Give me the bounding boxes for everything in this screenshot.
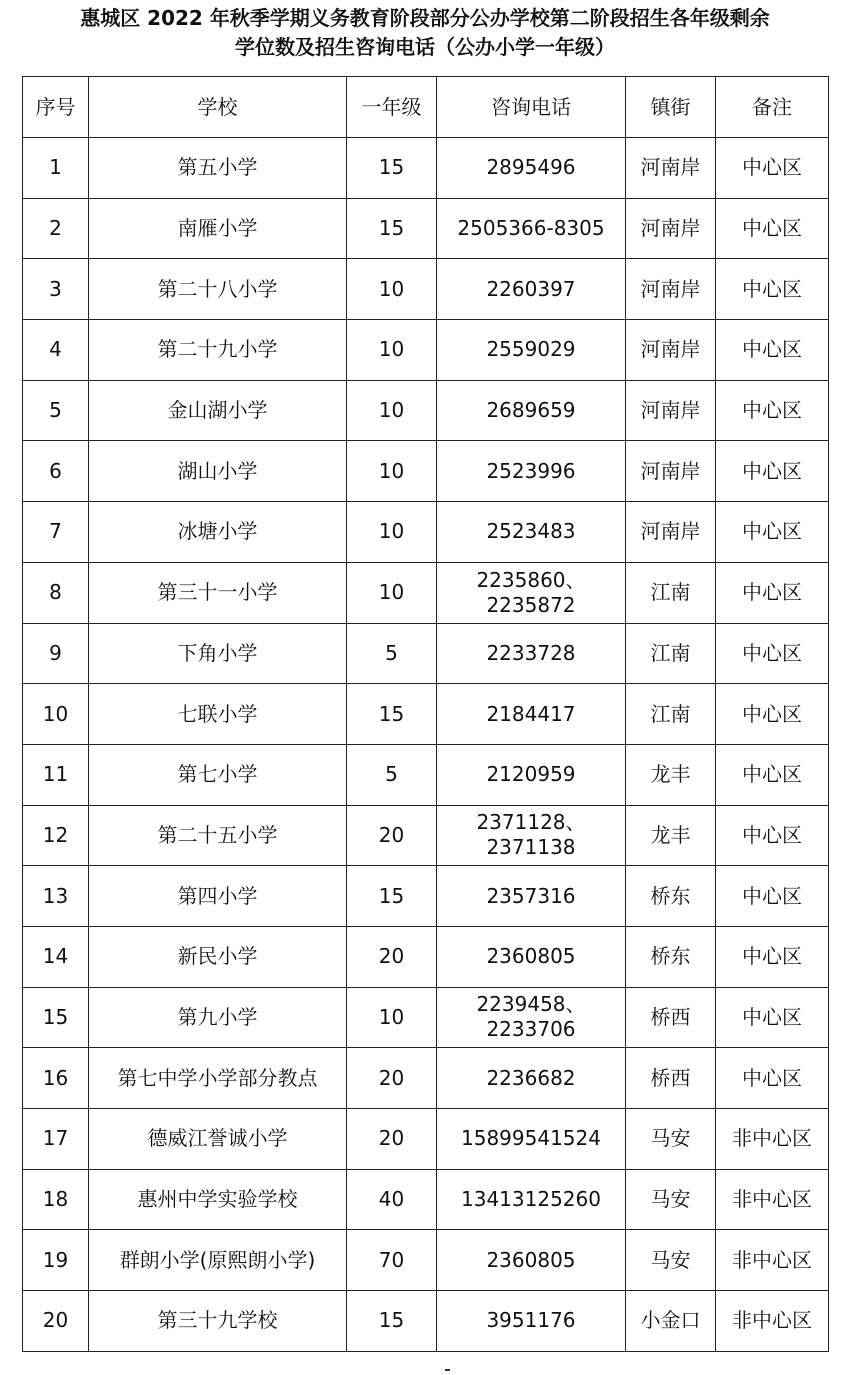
header-school: 学校 bbox=[89, 77, 347, 138]
table-row bbox=[23, 502, 829, 563]
cell-town: 河南岸 bbox=[626, 380, 716, 441]
cell-phone bbox=[437, 1230, 626, 1291]
cell-phone bbox=[437, 623, 626, 684]
cell-no: 1 bbox=[23, 138, 89, 199]
phone-number: 2371138 bbox=[486, 835, 576, 860]
cell-school: 第三十一小学 bbox=[89, 562, 347, 623]
header-phone: 咨询电话 bbox=[437, 77, 626, 138]
cell-no: 4 bbox=[23, 320, 89, 381]
phone-number: 2239458、 bbox=[476, 992, 586, 1017]
cell-no: 3 bbox=[23, 259, 89, 320]
cell-no: 15 bbox=[23, 987, 89, 1048]
phone-number: 2895496 bbox=[486, 155, 576, 180]
cell-town: 江南 bbox=[626, 684, 716, 745]
phone-number: 2235860、 bbox=[476, 567, 586, 592]
cell-town: 河南岸 bbox=[626, 441, 716, 502]
table-row bbox=[23, 259, 829, 320]
phone-number: 2360805 bbox=[486, 1247, 576, 1272]
table-row bbox=[23, 1230, 829, 1291]
phone-number: 2523996 bbox=[486, 458, 576, 483]
cell-no: 19 bbox=[23, 1230, 89, 1291]
cell-school: 第三十九学校 bbox=[89, 1291, 347, 1352]
phone-number: 13413125260 bbox=[461, 1187, 601, 1212]
cell-note: 中心区 bbox=[716, 562, 829, 623]
cell-school: 第二十五小学 bbox=[89, 805, 347, 866]
table-row bbox=[23, 805, 829, 866]
table-row bbox=[23, 1291, 829, 1352]
cell-school: 下角小学 bbox=[89, 623, 347, 684]
cell-no: 6 bbox=[23, 441, 89, 502]
phone-number: 2184417 bbox=[486, 701, 576, 726]
cell-no: 12 bbox=[23, 805, 89, 866]
header-grade1: 一年级 bbox=[347, 77, 437, 138]
cell-no: 7 bbox=[23, 502, 89, 563]
cell-no: 11 bbox=[23, 744, 89, 805]
cell-phone bbox=[437, 1169, 626, 1230]
cell-grade1: 70 bbox=[347, 1230, 437, 1291]
cell-grade1: 20 bbox=[347, 805, 437, 866]
cell-phone bbox=[437, 502, 626, 563]
cell-school: 第五小学 bbox=[89, 138, 347, 199]
cell-school: 冰塘小学 bbox=[89, 502, 347, 563]
cell-note: 非中心区 bbox=[716, 1109, 829, 1170]
cell-note: 中心区 bbox=[716, 259, 829, 320]
cell-school: 德威江誉诚小学 bbox=[89, 1109, 347, 1170]
cell-school: 第七中学小学部分教点 bbox=[89, 1048, 347, 1109]
cell-phone bbox=[437, 198, 626, 259]
document-title bbox=[0, 4, 850, 62]
cell-grade1: 20 bbox=[347, 1048, 437, 1109]
header-note: 备注 bbox=[716, 77, 829, 138]
cell-note: 中心区 bbox=[716, 441, 829, 502]
cell-school: 群朗小学(原熙朗小学) bbox=[89, 1230, 347, 1291]
cell-no: 9 bbox=[23, 623, 89, 684]
phone-number: 2523483 bbox=[486, 519, 576, 544]
cell-note: 中心区 bbox=[716, 684, 829, 745]
title-line-1: 惠城区 2022 年秋季学期义务教育阶段部分公办学校第二阶段招生各年级剩余 bbox=[80, 6, 770, 30]
cell-grade1: 10 bbox=[347, 502, 437, 563]
cell-no: 18 bbox=[23, 1169, 89, 1230]
table-row bbox=[23, 684, 829, 745]
cell-note: 中心区 bbox=[716, 138, 829, 199]
phone-number: 3951176 bbox=[486, 1308, 576, 1333]
phone-number: 2236682 bbox=[486, 1065, 576, 1090]
cell-school: 湖山小学 bbox=[89, 441, 347, 502]
header-no: 序号 bbox=[23, 77, 89, 138]
cell-grade1: 10 bbox=[347, 441, 437, 502]
cell-note: 非中心区 bbox=[716, 1230, 829, 1291]
cell-grade1: 40 bbox=[347, 1169, 437, 1230]
cell-school: 南雁小学 bbox=[89, 198, 347, 259]
cell-note: 中心区 bbox=[716, 744, 829, 805]
cell-note: 非中心区 bbox=[716, 1169, 829, 1230]
table-row bbox=[23, 866, 829, 927]
cell-town: 河南岸 bbox=[626, 198, 716, 259]
page-mark bbox=[445, 1369, 450, 1371]
table-row bbox=[23, 1048, 829, 1109]
cell-grade1: 10 bbox=[347, 380, 437, 441]
cell-phone bbox=[437, 866, 626, 927]
table-row bbox=[23, 1169, 829, 1230]
phone-number: 2505366-8305 bbox=[457, 216, 605, 241]
cell-grade1: 15 bbox=[347, 866, 437, 927]
cell-no: 20 bbox=[23, 1291, 89, 1352]
header-town: 镇街 bbox=[626, 77, 716, 138]
cell-grade1: 5 bbox=[347, 623, 437, 684]
cell-town: 桥西 bbox=[626, 987, 716, 1048]
table-row bbox=[23, 926, 829, 987]
cell-note: 中心区 bbox=[716, 502, 829, 563]
phone-number: 2233706 bbox=[486, 1017, 576, 1042]
cell-no: 14 bbox=[23, 926, 89, 987]
phone-number: 2689659 bbox=[486, 398, 576, 423]
table-row bbox=[23, 623, 829, 684]
cell-school: 金山湖小学 bbox=[89, 380, 347, 441]
cell-phone bbox=[437, 987, 626, 1048]
cell-phone bbox=[437, 138, 626, 199]
cell-town: 龙丰 bbox=[626, 805, 716, 866]
cell-grade1: 20 bbox=[347, 1109, 437, 1170]
cell-town: 江南 bbox=[626, 623, 716, 684]
table-header-row bbox=[23, 77, 829, 138]
cell-phone bbox=[437, 441, 626, 502]
title-line-2: 学位数及招生咨询电话（公办小学一年级） bbox=[235, 35, 615, 59]
cell-phone bbox=[437, 926, 626, 987]
phone-number: 2233728 bbox=[486, 640, 576, 665]
cell-no: 10 bbox=[23, 684, 89, 745]
table-row bbox=[23, 198, 829, 259]
cell-school: 第七小学 bbox=[89, 744, 347, 805]
enrollment-table bbox=[22, 76, 829, 1352]
cell-school: 惠州中学实验学校 bbox=[89, 1169, 347, 1230]
cell-note: 中心区 bbox=[716, 623, 829, 684]
cell-note: 中心区 bbox=[716, 1048, 829, 1109]
phone-number: 2360805 bbox=[486, 944, 576, 969]
cell-town: 桥西 bbox=[626, 1048, 716, 1109]
phone-number: 2260397 bbox=[486, 276, 576, 301]
table-row bbox=[23, 380, 829, 441]
cell-note: 中心区 bbox=[716, 320, 829, 381]
table-row bbox=[23, 138, 829, 199]
cell-town: 小金口 bbox=[626, 1291, 716, 1352]
cell-note: 中心区 bbox=[716, 805, 829, 866]
cell-school: 第九小学 bbox=[89, 987, 347, 1048]
cell-note: 中心区 bbox=[716, 866, 829, 927]
cell-phone bbox=[437, 562, 626, 623]
cell-grade1: 10 bbox=[347, 320, 437, 381]
cell-town: 桥东 bbox=[626, 926, 716, 987]
cell-grade1: 5 bbox=[347, 744, 437, 805]
cell-note: 中心区 bbox=[716, 987, 829, 1048]
cell-town: 河南岸 bbox=[626, 259, 716, 320]
cell-note: 中心区 bbox=[716, 926, 829, 987]
cell-phone bbox=[437, 1291, 626, 1352]
cell-phone bbox=[437, 1048, 626, 1109]
phone-number: 2120959 bbox=[486, 762, 576, 787]
cell-phone bbox=[437, 380, 626, 441]
table-row bbox=[23, 1109, 829, 1170]
phone-number: 2357316 bbox=[486, 883, 576, 908]
cell-grade1: 10 bbox=[347, 259, 437, 320]
cell-phone bbox=[437, 684, 626, 745]
cell-no: 5 bbox=[23, 380, 89, 441]
cell-note: 非中心区 bbox=[716, 1291, 829, 1352]
cell-no: 16 bbox=[23, 1048, 89, 1109]
cell-school: 七联小学 bbox=[89, 684, 347, 745]
cell-school: 第二十八小学 bbox=[89, 259, 347, 320]
cell-phone bbox=[437, 744, 626, 805]
cell-phone bbox=[437, 1109, 626, 1170]
cell-town: 马安 bbox=[626, 1230, 716, 1291]
cell-grade1: 15 bbox=[347, 684, 437, 745]
cell-phone bbox=[437, 259, 626, 320]
table-row bbox=[23, 562, 829, 623]
phone-number: 2235872 bbox=[486, 592, 576, 617]
cell-phone bbox=[437, 805, 626, 866]
cell-no: 2 bbox=[23, 198, 89, 259]
cell-town: 马安 bbox=[626, 1109, 716, 1170]
cell-town: 江南 bbox=[626, 562, 716, 623]
table-row bbox=[23, 320, 829, 381]
cell-town: 河南岸 bbox=[626, 502, 716, 563]
phone-number: 2559029 bbox=[486, 337, 576, 362]
cell-note: 中心区 bbox=[716, 198, 829, 259]
table-row bbox=[23, 744, 829, 805]
cell-school: 第二十九小学 bbox=[89, 320, 347, 381]
cell-grade1: 15 bbox=[347, 1291, 437, 1352]
table-body bbox=[23, 138, 829, 1352]
cell-grade1: 10 bbox=[347, 987, 437, 1048]
cell-grade1: 10 bbox=[347, 562, 437, 623]
cell-town: 桥东 bbox=[626, 866, 716, 927]
cell-no: 17 bbox=[23, 1109, 89, 1170]
cell-town: 马安 bbox=[626, 1169, 716, 1230]
cell-grade1: 20 bbox=[347, 926, 437, 987]
phone-number: 2371128、 bbox=[476, 810, 586, 835]
cell-town: 龙丰 bbox=[626, 744, 716, 805]
phone-number: 15899541524 bbox=[461, 1126, 601, 1151]
cell-grade1: 15 bbox=[347, 138, 437, 199]
cell-no: 13 bbox=[23, 866, 89, 927]
table-row bbox=[23, 987, 829, 1048]
cell-town: 河南岸 bbox=[626, 320, 716, 381]
cell-no: 8 bbox=[23, 562, 89, 623]
cell-school: 新民小学 bbox=[89, 926, 347, 987]
cell-phone bbox=[437, 320, 626, 381]
cell-school: 第四小学 bbox=[89, 866, 347, 927]
cell-note: 中心区 bbox=[716, 380, 829, 441]
table-row bbox=[23, 441, 829, 502]
cell-grade1: 15 bbox=[347, 198, 437, 259]
cell-town: 河南岸 bbox=[626, 138, 716, 199]
